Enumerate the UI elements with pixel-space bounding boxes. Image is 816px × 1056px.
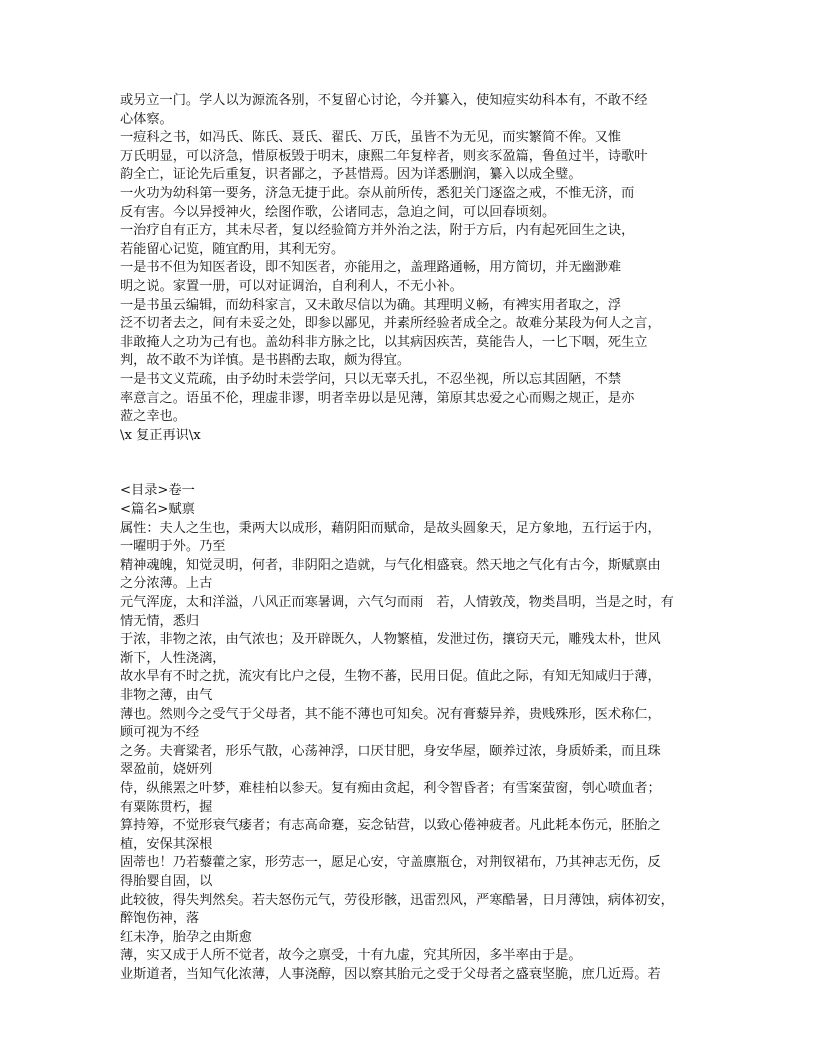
body-line: 于浓，非物之浓，由气浓也；及开辟既久，人物繁植，发泄过伤，攘窃天元，雕残太朴，世风 — [120, 632, 661, 648]
preface-line: 或另立一门。学人以为源流各别，不复留心讨论，今并纂入，使知痘实幼科本有，不敢不经 — [120, 93, 648, 108]
body-line: 故水旱有不时之扰，流灾有比户之侵，生物不蕃，民用日促。值此之际，有知无知咸归于薄， — [120, 669, 661, 685]
body-line: 此较彼，得失判然矣。若夫怒伤元气，劳役形骸，迅雷烈风，严寒酷暑，日月薄蚀，病体初安， — [120, 892, 674, 908]
body-line: 情无情，悉归 — [120, 613, 200, 629]
body-line: 业斯道者，当知气化浓薄，人事浇醇，因以察其胎元之受于父母者之盛衰坚脆，庶几近焉。若 — [120, 966, 661, 982]
document-page — [120, 92, 700, 985]
preface-line: 一火功为幼科第一要务，济急无捷于此。奈从前所传，悉犯关门逐盗之戒，不惟无济，而 — [120, 185, 635, 201]
body-line: 之分浓薄。上古 — [120, 576, 213, 592]
preface-line: \x 复正再识\x — [120, 427, 201, 443]
preface-line: 万氏明显，可以济急，惜原板毁于明末，康熙二年复梓者，则亥豕盈篇，鲁鱼过半，诗歌叶 — [120, 148, 648, 164]
body-line: 算持筹，不觉形衰气痿者；有志高命蹇，妄念钻营，以致心倦神疲者。凡此耗本伤元，胚胎之 — [120, 818, 661, 834]
preface-line: 泛不切者去之，间有未妥之处，即参以鄙见，并素所经验者成全之。故难分某段为何人之言， — [120, 316, 661, 332]
preface-line: 非敢掩人之功为己有也。盖幼科非方脉之比，以其病因疾苦，莫能告人，一匕下咽，死生立 — [120, 334, 648, 350]
preface-line: 蒞之幸也。 — [120, 409, 186, 425]
body-line: 薄，实又成于人所不觉者，故今之禀受，十有九虚，究其所因，多半率由于是。 — [120, 948, 582, 964]
body-line: 渐下，人性浇漓， — [120, 650, 226, 666]
preface-line: 一是书文义荒疏，由予幼时未尝学问，只以无辜夭扎，不忍坐视，所以忘其固陋，不禁 — [120, 371, 622, 387]
preface-line: 心体察。 — [120, 111, 173, 127]
body-line: 翠盈前，娆妍列 — [120, 762, 213, 778]
body-line: 得胎婴自固，以 — [120, 873, 213, 889]
body-line: 红未净，胎孕之由斯愈 — [120, 929, 252, 945]
volume-one-section — [120, 482, 700, 984]
body-line: 顾可视为不经 — [120, 725, 200, 741]
preface-line: 反有害。今以异授神火，绘图作歌，公诸同志，急迫之间，可以回春顷刻。 — [120, 204, 556, 220]
preface-line: 一是书不但为知医者设，即不知医者，亦能用之，盖理路通畅，用方简切，并无幽渺难 — [120, 260, 622, 276]
preface-line: 若能留心记览，随宜酌用，其利无穷。 — [120, 241, 345, 257]
body-line: 醉饱伤神，落 — [120, 911, 200, 927]
preface-section — [120, 92, 700, 445]
body-line: 有粟陈贯朽，握 — [120, 799, 213, 815]
preface-line: 韵全亡，证论先后重复，识者鄙之，予甚惜焉。因为详悉删润，纂入以成全璧。 — [120, 167, 582, 183]
body-line: 薄也。然则今之受气于父母者，其不能不薄也可知矣。况有膏藜异养，贵贱殊形，医术称仁， — [120, 706, 661, 722]
body-line: 之务。夫膏粱者，形乐气散，心荡神浮，口厌甘肥，身安华屋，颐养过浓，身质娇柔，而且珠 — [120, 743, 661, 759]
body-line: 固蒂也！乃若藜藿之家，形劳志一，愿足心安，守盖廪瓶仓，对荆钗裙布，乃其神志无伤，反 — [120, 855, 661, 871]
body-line: 非物之薄，由气 — [120, 688, 213, 703]
section-gap — [120, 464, 700, 483]
body-line: 植，安保其深根 — [120, 836, 213, 852]
body-line: 侍，纵熊罴之叶梦，难桂柏以参天。复有痴由贪起，利令智昏者；有雪案萤窗，刳心喷血者； — [120, 780, 661, 796]
preface-line: 明之说。家置一册，可以对证调治，自利利人，不无小补。 — [120, 278, 463, 294]
body-line: 精神魂魄，知觉灵明，何者，非阴阳之造就，与气化相盛衰。然天地之气化有古今，斯赋禀由 — [120, 557, 661, 573]
section-gap — [120, 445, 700, 464]
body-line: 元气浑庞，太和洋溢，八风正而寒暑调，六气匀而雨 若，人情敦茂，物类昌明，当是之时，有 — [120, 595, 674, 611]
chapter-title: <篇名>赋禀 — [120, 502, 195, 518]
body-line: 属性：夫人之生也，秉两大以成形，藉阴阳而赋命，是故头圆象天，足方象地，五行运于内， — [120, 520, 661, 536]
body-line: 一曜明于外。乃至 — [120, 539, 226, 555]
preface-line: 一治疗自有正方，其未尽者，复以经验简方并外治之法，附于方后，内有起死回生之诀， — [120, 223, 635, 239]
toc-heading: <目录>卷一 — [120, 483, 195, 499]
preface-line: 一痘科之书，如冯氏、陈氏、聂氏、翟氏、万氏，虽皆不为无见，而实繁简不侔。又惟 — [120, 130, 622, 146]
preface-line: 一是书虽云编辑，而幼科家言，又未敢尽信以为确。其理明义畅，有裨实用者取之，浮 — [120, 297, 622, 313]
preface-line: 判，故不敢不为详慎。是书斟酌去取，颇为得宜。 — [120, 353, 411, 369]
preface-line: 率意言之。语虽不伦，理虚非谬，明者幸毋以是见薄，第原其忠爱之心而赐之规正，是亦 — [120, 390, 635, 406]
